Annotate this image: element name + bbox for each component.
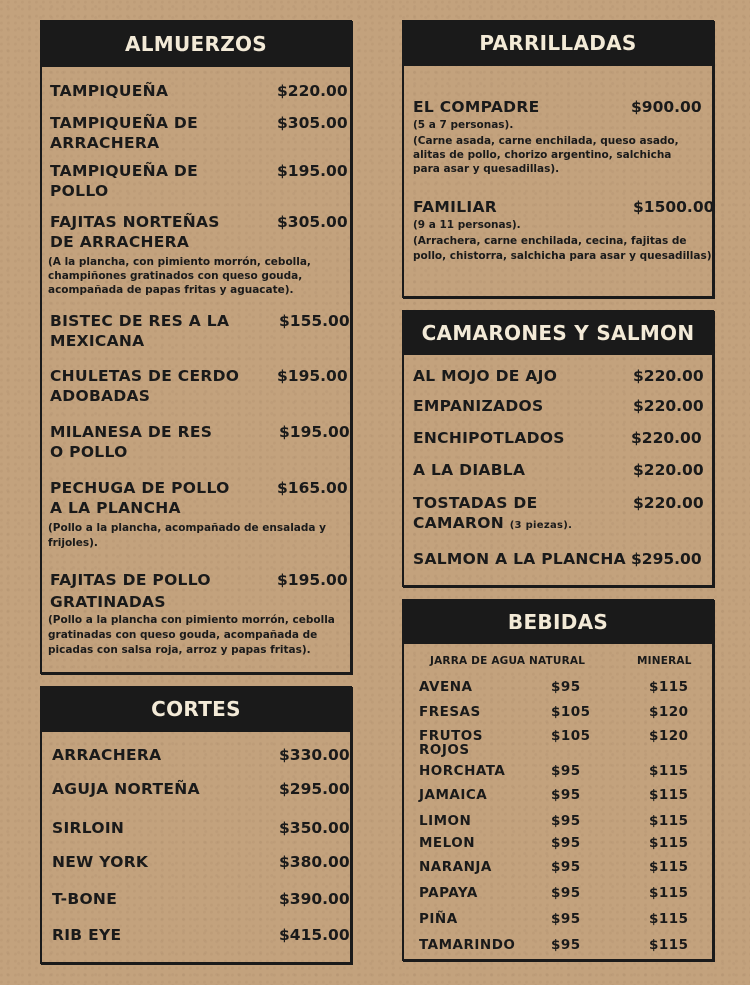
- menu-item-name: TAMPIQUEÑA: [50, 82, 169, 100]
- menu-item-name: SIRLOIN: [52, 819, 125, 837]
- drink-price-natural: $95: [551, 835, 581, 851]
- drink-price-natural: $95: [551, 763, 581, 779]
- menu-item-name-line2: A LA PLANCHA: [50, 499, 181, 517]
- menu-item-name-line2: ADOBADAS: [50, 387, 151, 405]
- menu-item-name: BISTEC DE RES A LA: [50, 312, 230, 330]
- menu-item-name: EL COMPADRE: [413, 98, 540, 116]
- drink-price-natural: $95: [551, 787, 581, 803]
- drink-price-mineral: $115: [649, 787, 689, 803]
- menu-item-description: champiñones gratinados con queso gouda,: [48, 270, 303, 282]
- drink-price-mineral: $115: [649, 885, 689, 901]
- menu-item-name: CHULETAS DE CERDO: [50, 367, 240, 385]
- drink-name: NARANJA: [419, 859, 492, 875]
- drink-price-mineral: $115: [649, 937, 689, 953]
- menu-item-note: (3 piezas).: [509, 520, 573, 531]
- menu-item-price: $195.00: [277, 367, 348, 385]
- camarones-header: CAMARONES Y SALMON: [402, 310, 714, 355]
- menu-item-price: $900.00: [631, 98, 702, 116]
- menu-item-price: $195.00: [279, 423, 350, 441]
- drink-price-mineral: $115: [649, 911, 689, 927]
- menu-item-price: $305.00: [277, 114, 348, 132]
- drink-name: HORCHATA: [419, 763, 506, 779]
- menu-item-price: $330.00: [279, 746, 350, 764]
- drink-price-mineral: $115: [649, 813, 689, 829]
- drink-name-line2: ROJOS: [419, 742, 470, 758]
- menu-item-name-line2: O POLLO: [50, 443, 128, 461]
- menu-item-name: TAMPIQUEÑA DE: [50, 114, 198, 132]
- menu-item-description: (Pollo a la plancha con pimiento morrón, cebolla: [48, 614, 335, 626]
- menu-item-name-line2: [413, 513, 572, 536]
- menu-item-description: pollo, chistorra, salchicha para asar y quesadillas).: [413, 250, 716, 262]
- menu-item-name-line2: DE ARRACHERA: [50, 233, 190, 251]
- drink-name: FRUTOS: [419, 728, 483, 744]
- menu-item-name-line2: ARRACHERA: [50, 134, 160, 152]
- drink-price-natural: $95: [551, 859, 581, 875]
- almuerzos-header: ALMUERZOS: [40, 20, 352, 67]
- drink-price-mineral: $115: [649, 859, 689, 875]
- menu-item-name: MILANESA DE RES: [50, 423, 213, 441]
- menu-item-name: SALMON A LA PLANCHA: [413, 550, 626, 568]
- menu-item-price: $295.00: [279, 780, 350, 798]
- menu-item-name-part: CAMARON: [413, 514, 504, 532]
- drink-price-natural: $95: [551, 885, 581, 901]
- menu-item-price: $1500.00: [633, 198, 715, 216]
- menu-item-description: acompañada de papas fritas y aguacate).: [48, 284, 294, 296]
- menu-item-name: ARRACHERA: [52, 746, 162, 764]
- menu-item-name: RIB EYE: [52, 926, 122, 944]
- menu-item-price: $155.00: [279, 312, 350, 330]
- menu-item-price: $305.00: [277, 213, 348, 231]
- menu-item-price: $390.00: [279, 890, 350, 908]
- drink-name: JAMAICA: [419, 787, 488, 803]
- drink-name: MELON: [419, 835, 476, 851]
- drink-price-mineral: $115: [649, 679, 689, 695]
- drink-name: PIÑA: [419, 911, 458, 927]
- drink-price-natural: $95: [551, 937, 581, 953]
- bebidas-header: BEBIDAS: [402, 599, 714, 644]
- drink-name: TAMARINDO: [419, 937, 516, 953]
- menu-item-description: para asar y quesadillas).: [413, 163, 560, 175]
- menu-item-name: FAJITAS NORTEÑAS: [50, 213, 220, 231]
- parrilladas-header: PARRILLADAS: [402, 20, 714, 66]
- menu-item-name: AGUJA NORTEÑA: [52, 780, 200, 798]
- menu-item-name: EMPANIZADOS: [413, 397, 544, 415]
- menu-item-description: (A la plancha, con pimiento morrón, cebolla,: [48, 256, 311, 268]
- menu-item-description: picadas con salsa roja, arroz y papas fritas).: [48, 644, 311, 656]
- menu-item-people: (5 a 7 personas).: [413, 119, 514, 131]
- column-header-mineral: MINERAL: [637, 655, 692, 667]
- menu-item-price: $350.00: [279, 819, 350, 837]
- menu-item-name: A LA DIABLA: [413, 461, 526, 479]
- drink-price-natural: $95: [551, 679, 581, 695]
- cortes-header: CORTES: [40, 686, 352, 732]
- drink-price-natural: $105: [551, 728, 591, 744]
- drink-price-natural: $105: [551, 704, 591, 720]
- menu-item-description: gratinadas con queso gouda, acompañada de: [48, 629, 318, 641]
- menu-item-description: (Carne asada, carne enchilada, queso asado,: [413, 135, 679, 147]
- drink-price-mineral: $120: [649, 704, 689, 720]
- menu-item-name-line2: POLLO: [50, 182, 109, 200]
- menu-item-price: $380.00: [279, 853, 350, 871]
- menu-item-people: (9 a 11 personas).: [413, 219, 521, 231]
- menu-item-name-line2: GRATINADAS: [50, 593, 166, 611]
- menu-item-price: $220.00: [633, 367, 704, 385]
- drink-price-mineral: $115: [649, 763, 689, 779]
- menu-item-name: TAMPIQUEÑA DE: [50, 162, 198, 180]
- menu-item-price: $165.00: [277, 479, 348, 497]
- menu-item-price: $295.00: [631, 550, 702, 568]
- menu-item-name: AL MOJO DE AJO: [413, 367, 558, 385]
- menu-item-name: FAJITAS DE POLLO: [50, 571, 211, 589]
- menu-item-price: $220.00: [633, 461, 704, 479]
- drink-price-mineral: $120: [649, 728, 689, 744]
- drink-name: AVENA: [419, 679, 473, 695]
- drink-price-natural: $95: [551, 813, 581, 829]
- menu-item-name: T-BONE: [52, 890, 118, 908]
- drink-price-mineral: $115: [649, 835, 689, 851]
- menu-item-price: $220.00: [277, 82, 348, 100]
- menu-item-price: $220.00: [633, 494, 704, 512]
- menu-item-name: FAMILIAR: [413, 198, 497, 216]
- menu-item-description: frijoles).: [48, 537, 98, 549]
- menu-item-description: alitas de pollo, chorizo argentino, salchicha: [413, 149, 672, 161]
- menu-item-name: PECHUGA DE POLLO: [50, 479, 230, 497]
- menu-item-price: $195.00: [277, 571, 348, 589]
- menu-item-name-line2: MEXICANA: [50, 332, 145, 350]
- menu-item-description: (Arrachera, carne enchilada, cecina, fajitas de: [413, 235, 687, 247]
- bebidas-panel: [402, 599, 714, 961]
- column-header-natural: JARRA DE AGUA NATURAL: [430, 655, 586, 667]
- menu-item-name: ENCHIPOTLADOS: [413, 429, 565, 447]
- drink-name: LIMON: [419, 813, 472, 829]
- menu-item-description: (Pollo a la plancha, acompañado de ensalada y: [48, 522, 326, 534]
- drink-name: FRESAS: [419, 704, 481, 720]
- drink-price-natural: $95: [551, 911, 581, 927]
- menu-item-name: TOSTADAS DE: [413, 494, 538, 512]
- menu-item-price: $415.00: [279, 926, 350, 944]
- menu-item-price: $220.00: [633, 397, 704, 415]
- drink-name: PAPAYA: [419, 885, 478, 901]
- menu-item-name: NEW YORK: [52, 853, 149, 871]
- menu-item-price: $195.00: [277, 162, 348, 180]
- menu-item-price: $220.00: [631, 429, 702, 447]
